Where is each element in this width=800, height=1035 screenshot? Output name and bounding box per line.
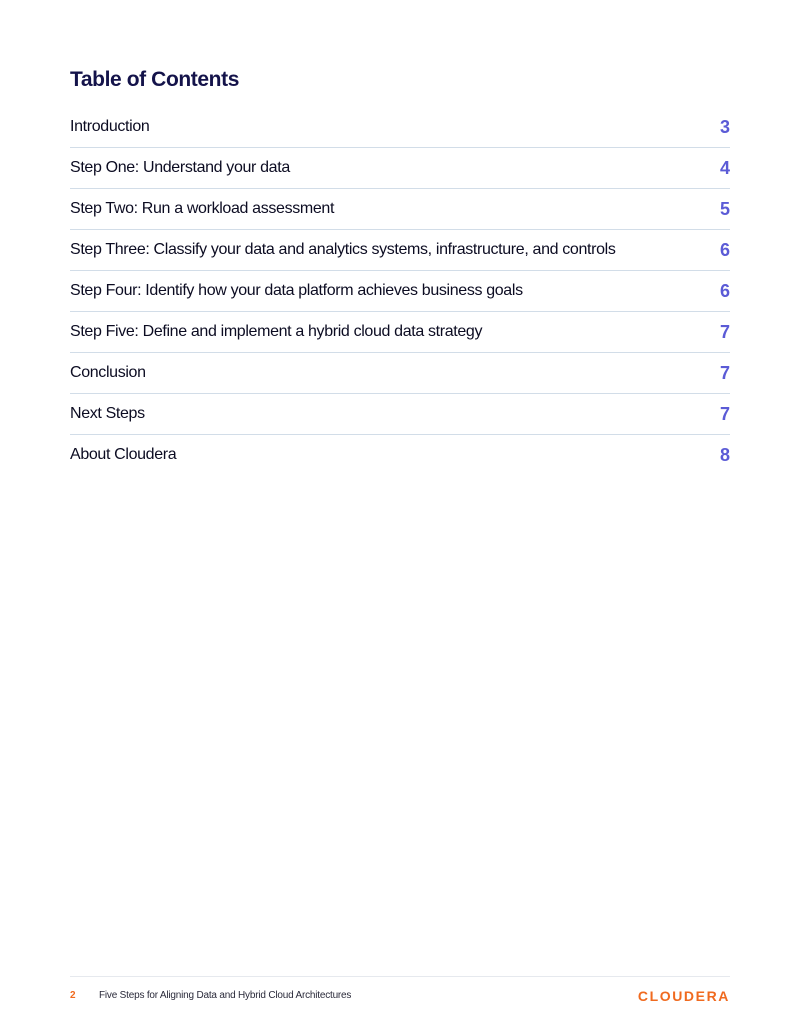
- cloudera-logo: CLOUDERA: [637, 988, 730, 1004]
- toc-entry-next-steps[interactable]: [70, 394, 730, 435]
- toc-entry-label: Conclusion: [70, 364, 146, 381]
- toc-entry-step-five[interactable]: [70, 312, 730, 353]
- toc-entry-step-four[interactable]: [70, 271, 730, 312]
- toc-entry-label: Step Four: Identify how your data platform achieves business goals: [70, 282, 523, 299]
- toc-entry-step-one[interactable]: [70, 148, 730, 189]
- toc-entry-conclusion[interactable]: [70, 353, 730, 394]
- toc-entry-about-cloudera[interactable]: [70, 435, 730, 475]
- toc-entry-page: 3: [719, 116, 730, 137]
- toc-entry-introduction[interactable]: [70, 107, 730, 148]
- toc-entry-page: 4: [719, 157, 730, 178]
- toc-entry-label: Introduction: [70, 118, 150, 135]
- toc-entry-step-two[interactable]: [70, 189, 730, 230]
- toc-entry-page: 5: [719, 198, 730, 219]
- toc-entry-label: Step Five: Define and implement a hybrid cloud data strategy: [70, 323, 483, 340]
- toc-entry-label: Step Two: Run a workload assessment: [70, 200, 335, 217]
- toc-entry-page: 8: [719, 444, 730, 465]
- toc-entry-label: About Cloudera: [70, 446, 177, 463]
- footer-divider: [70, 976, 730, 977]
- page-title: Table of Contents: [70, 68, 239, 91]
- footer-document-title: Five Steps for Aligning Data and Hybrid Cloud Architectures: [99, 990, 352, 1001]
- toc-entry-page: 7: [719, 362, 730, 383]
- table-of-contents: [70, 107, 730, 475]
- toc-entry-page: 7: [719, 321, 730, 342]
- toc-entry-page: 6: [719, 239, 730, 260]
- footer-page-number: 2: [70, 990, 76, 1001]
- toc-entry-label: Next Steps: [70, 405, 145, 422]
- toc-entry-label: Step Three: Classify your data and analytics systems, infrastructure, and controls: [70, 241, 616, 258]
- toc-entry-step-three[interactable]: [70, 230, 730, 271]
- toc-entry-page: 6: [719, 280, 730, 301]
- toc-entry-page: 7: [719, 403, 730, 424]
- toc-entry-label: Step One: Understand your data: [70, 159, 290, 176]
